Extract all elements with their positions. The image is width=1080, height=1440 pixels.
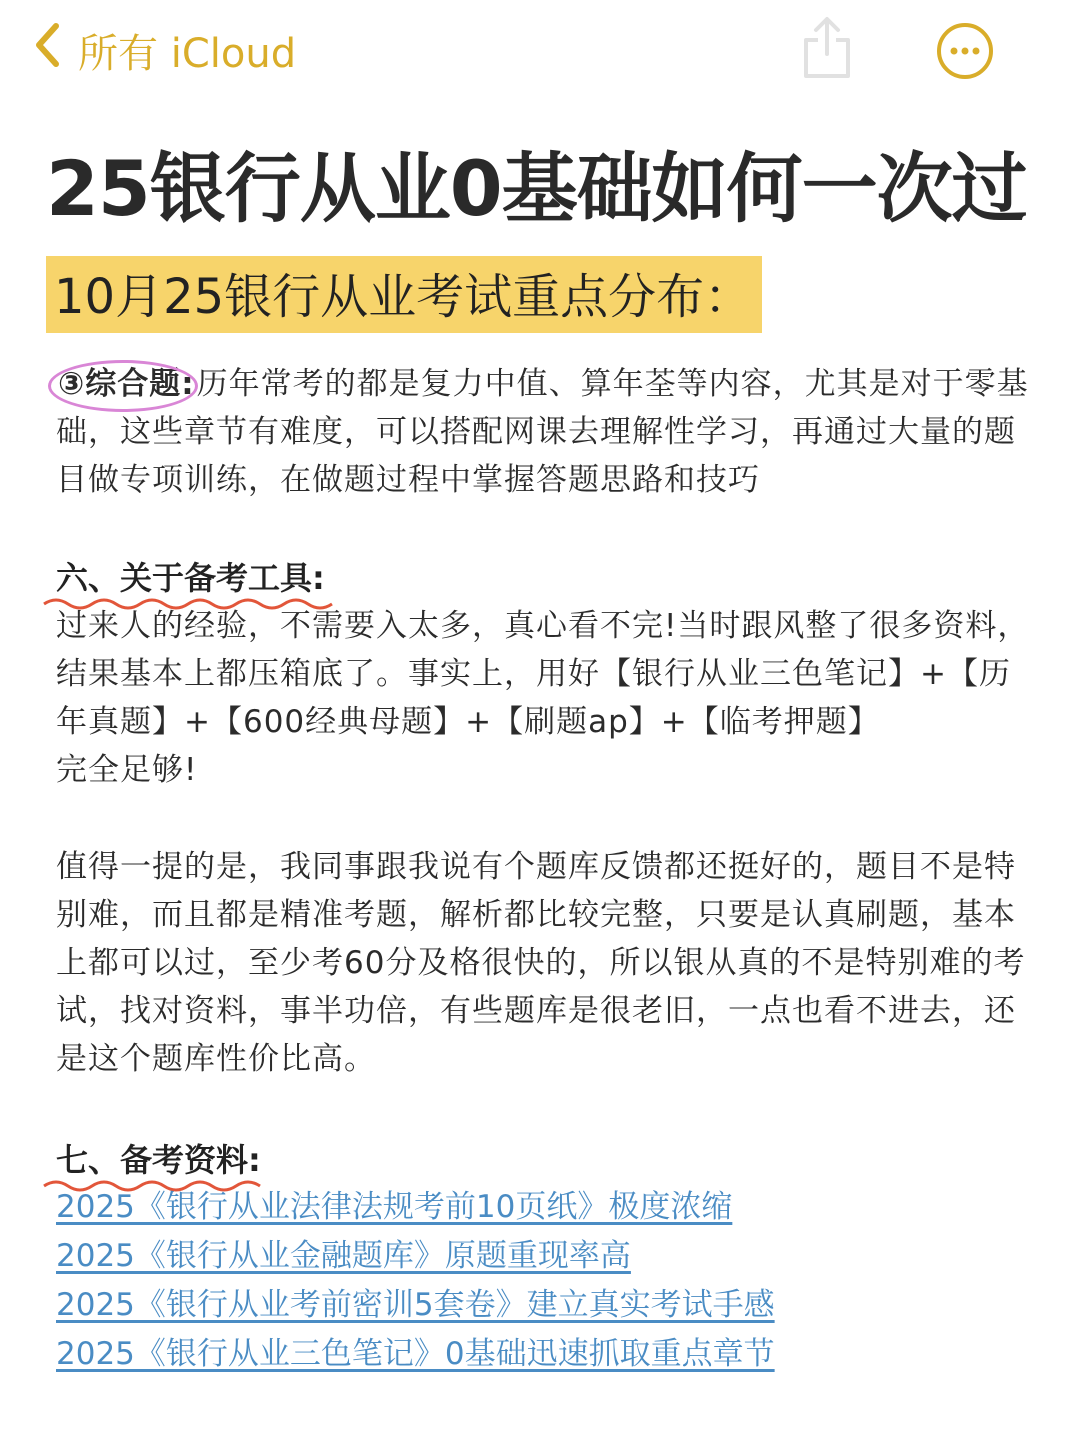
materials-links <box>56 1183 1036 1379</box>
note-paragraph: 值得一提的是，我同事跟我说有个题库反馈都还挺好的，题目不是特别难，而且都是精准考题，解析都比较完整，只要是认真刷题，基本上都可以过，至少考60分及格很快的，所以银从真的不是特别难的考试，找对资料，事半功倍，有些题库是很老旧，一点也看不进去，还是这个题库性价比高。 <box>56 849 1026 1077</box>
note-subtitle: 10月25银行从业考试重点分布： <box>46 256 762 333</box>
tools-heading <box>56 554 325 602</box>
navbar <box>0 0 1080 100</box>
back-button[interactable] <box>30 22 296 78</box>
material-link[interactable]: 2025《银行从业三色笔记》0基础迅速抓取重点章节 <box>56 1336 775 1372</box>
lead-text: ③综合题: <box>58 366 195 402</box>
material-link[interactable]: 2025《银行从业法律法规考前10页纸》极度浓缩 <box>56 1189 733 1225</box>
tools-heading-text: 六、关于备考工具: <box>56 559 325 597</box>
materials-heading <box>56 1136 261 1184</box>
materials-heading-text: 七、备考资料: <box>56 1141 261 1179</box>
back-label: 所有 iCloud <box>78 30 297 77</box>
share-button[interactable] <box>800 14 854 80</box>
material-link[interactable]: 2025《银行从业金融题库》原题重现率高 <box>56 1238 631 1274</box>
chevron-left-icon <box>30 20 78 80</box>
share-icon <box>800 14 854 80</box>
comprehensive-lead <box>56 360 197 408</box>
more-icon <box>936 22 994 80</box>
tools-paragraph <box>56 602 1031 794</box>
material-link[interactable]: 2025《银行从业考前密训5套卷》建立真实考试手感 <box>56 1287 775 1323</box>
comprehensive-paragraph <box>56 360 1031 504</box>
more-button[interactable] <box>936 22 994 80</box>
tools-text: 过来人的经验，不需要入太多，真心看不完!当时跟风整了很多资料，结果基本上都压箱底了。事实上，用好【银行从业三色笔记】+【历年真题】+【600经典母题】+【刷题ap】+【临考押题】 <box>56 608 1030 740</box>
note-title: 25银行从业0基础如何一次过 <box>46 144 1027 233</box>
comprehensive-text: 历年常考的都是复力中值、算年荃等内容，尤其是对于零基础，这些章节有难度，可以搭配网课去理解性学习，再通过大量的题目做专项训练，在做题过程中掌握答题思路和技巧 <box>56 366 1029 498</box>
tools-text-end: 完全足够! <box>56 752 198 788</box>
